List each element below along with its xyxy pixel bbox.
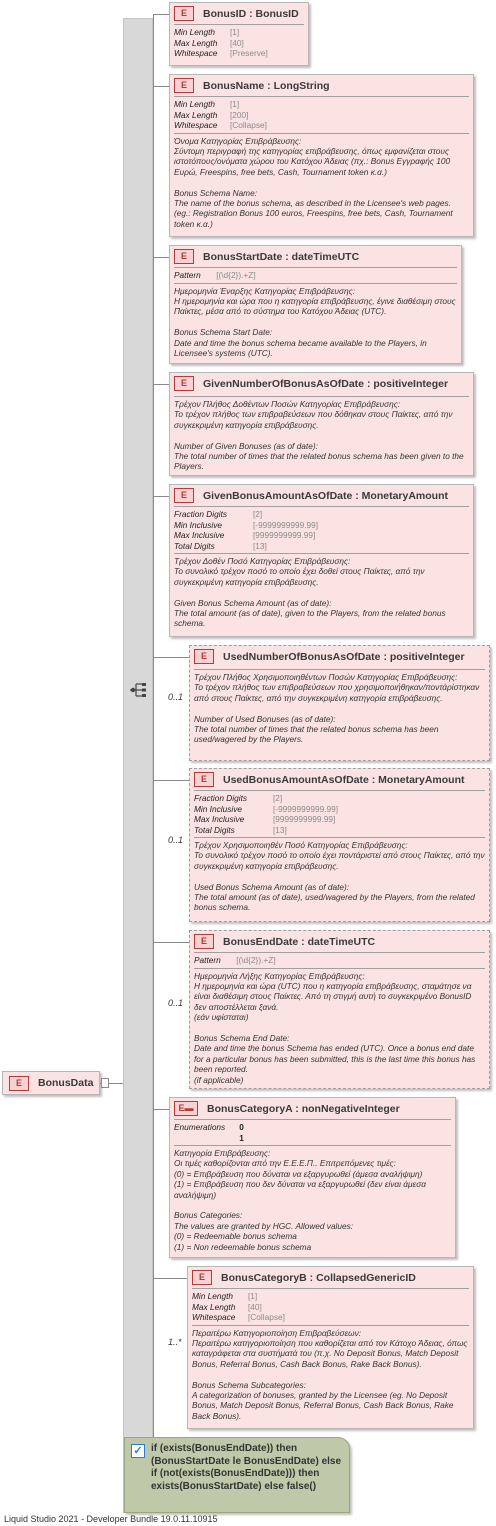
element-box[interactable] [169,2,309,66]
element-documentation: Ημερομηνία Λήξης Κατηγορίας Επιβράβευσης: Η ημερομηνία και ώρα (UTC) που η κατηγορία επιβράβευσης, σταμάτησε να είναι διαθέσιμη στους Παίκτες. Από τη στιγμή αυτή το συγκεκριμένο BonusID δεν αποστέλλεται ξανά. (εάν υφίσταται) Bonus Schema End Date: Date and time the bonus Schema has ended (UTC). Once a bonus end date for a particular bonus has been submitted, this is the last time this bonus has been reported. (if applicable) [194,968,485,1085]
cardinality-label: 0..1 [168,692,184,702]
element-documentation: Τρέχον Δοθέν Ποσό Κατηγορίας Επιβράβευσης: Το συνολικό τρέχον ποσό το οποίο έχει δοθεί στους Παίκτες, από την συγκεκριμένη κατηγορία επιβράβευσης. Given Bonus Schema Amount (as of date): The total amount (as of date), given to the Players, from the related bonus schema. [174,553,469,629]
facet-row [194,825,485,836]
facet-value: 1 [239,1132,244,1143]
element-box[interactable] [169,372,474,476]
enum-element-badge-icon: E▬ [174,1101,198,1116]
facet-row [192,1312,469,1323]
facet-name: Max Inclusive [194,814,245,824]
element-connector [153,657,189,658]
facet-name: Min Length [174,27,216,37]
facet-value: [9999999999.99] [253,530,316,540]
facet-name: Whitespace [192,1312,236,1322]
element-badge-icon: E [192,1270,212,1285]
facet-row [194,814,485,825]
element-box[interactable] [169,74,474,237]
element-title: BonusCategoryA : nonNegativeInteger [207,1102,400,1115]
facet-value: [1] [230,27,240,37]
facet-name: Min Inclusive [194,803,242,814]
facet-name: Pattern [174,270,201,280]
facet-row [192,1291,469,1302]
element-connector [153,780,189,781]
facet-row [192,1302,469,1313]
facet-value: [-9999999999.99] [253,519,319,530]
facet-value: [Collapse] [230,120,267,130]
element-badge-icon: E [194,649,214,664]
assertion-text: if (exists(BonusEndDate)) then (BonusStartDate le BonusEndDate) else if (not(exists(BonusEndDate))) then exists(BonusStartDate) else false() [151,1443,342,1492]
facet-row [174,1122,451,1133]
element-box[interactable] [189,768,490,922]
element-title: BonusStartDate : dateTimeUTC [203,250,360,263]
element-connector [153,14,169,15]
sequence-compositor-icon[interactable] [130,683,148,697]
facet-list [174,506,469,551]
root-element-bonusdata[interactable] [2,1071,100,1095]
element-header [170,1098,455,1119]
facet-name: Enumerations [174,1122,226,1132]
element-box[interactable] [169,1097,456,1258]
element-badge-icon: E [174,78,194,93]
element-box[interactable] [189,930,490,1089]
element-documentation: Περαιτέρω Κατηγοριοποίηση Επιβραβεύσεων: Περαιτέρω κατηγοριοποίηση που καθορίζεται από τον Κάτοχο Άδειας, όπως καταγράφεται στα συστήματά του (π.χ. No Deposit Bonus, Match Deposit Bonus, Referral Bonus, Cash Back Bonus, Rake Back Bonus). Bonus Schema Subcategories: A categorization of bonuses, granted by the Licensee (eg. No Deposit Bonus, Match Deposit Bonus, Referral Bonus, Cash Back Bonus, Rake Back Bonus). [192,1325,469,1422]
facet-name: Max Length [174,37,218,48]
element-badge-icon: E [9,1076,29,1091]
element-badge-icon: E [174,488,194,503]
facet-value: [1] [230,99,240,109]
facet-row [174,1133,451,1144]
element-badge-icon: E [174,249,194,264]
facet-name: Pattern [194,955,221,965]
element-header [190,931,489,952]
facet-row [174,541,469,552]
facet-value: [40] [230,37,244,48]
element-connector [153,1278,187,1279]
facet-name: Whitespace [174,120,218,130]
element-badge-icon: E [174,376,194,391]
facet-value: [(\d{2}).+Z] [236,955,276,965]
element-box[interactable] [169,484,474,637]
element-documentation: Τρέχον Πλήθος Δοθέντων Ποσών Κατηγορίας Επιβράβευσης: Το τρέχον πλήθος των επιβραβεύσεων που δόθηκαν στους Παίκτες, από την συγκεκριμένη κατηγορία επιβράβευσης. Number of Given Bonuses (as of date): The total number of times that the related bonus schema has been given to the Players. [174,396,469,472]
element-documentation: Ημερομηνία Έναρξης Κατηγορίας Επιβράβευσης: Η ημερομηνία και ώρα που η κατηγορία επιβράβευσης, έγινε διαθέσιμη στους Παίκτες, μέσα από το σύστημα του Κατόχου Άδειας (UTC). Bonus Schema Start Date: Date and time the bonus schema became available to the Players, in Licensee's systems (UTC). [174,283,457,359]
facet-value: [Collapse] [248,1312,285,1322]
element-badge-icon: E [174,6,194,21]
facet-row [174,120,469,131]
element-header [188,1267,473,1288]
facet-name: Fraction Digits [174,509,228,519]
facet-value: [1] [248,1291,258,1301]
element-header [170,75,473,96]
facet-value: [13] [273,824,287,835]
element-header [170,485,473,506]
element-title: BonusCategoryB : CollapsedGenericID [221,1271,416,1284]
element-header [190,769,489,790]
connector-trunk [153,14,154,1439]
element-title: BonusEndDate : dateTimeUTC [223,935,376,948]
element-connector [153,86,169,87]
element-documentation: Όνομα Κατηγορίας Επιβράβευσης: Σύντομη περιγραφή της κατηγορίας επιβράβευσης, όπως εμφανίζεται στους ιστοτόπους/ονόματα χώρου του Κατόχου Άδειας (πχ.: Bonus Εγγραφής 100 Ευρώ, Freespins, free bets, Cash, Tournament token κ.α.) Bonus Schema Name: The name of the bonus schema, as described in the Licensee's web pages. (eg.: Registration Bonus 100 euros, Freespins, free bets, Cash, Tournament token κ.α.) [174,133,469,230]
element-documentation: Κατηγορία Επιβράβευσης: Οι τιμές καθορίζονται από την Ε.Ε.Ε.Π.. Επιτρεπόμενες τιμές: (0) = Επιβράβευση που δύναται να εξαργυρωθεί (άμεσα αναλήψιμη) (1) = Επιβράβευση που δεν δύναται να εξαργυρωθεί (δεν είναι άμεσα αναλήψιμη) Bonus Categories: The values are granted by HGC. Allowed values: (0) = Redeemable bonus schema (1) = Non redeemable bonus schema [174,1145,451,1252]
element-connector [153,257,169,258]
facet-name: Min Length [174,99,216,109]
facet-name: Max Length [192,1301,236,1312]
element-header [170,246,461,267]
facet-name: Whitespace [174,48,218,58]
facet-row [174,530,469,541]
facet-row [174,110,469,121]
element-box[interactable] [169,245,462,364]
element-documentation: Τρέχον Χρησιμοποιηθέν Ποσό Κατηγορίας Επιβράβευσης: Το συνολικό τρέχον ποσό το οποίο έχει ποντάριστεί από στους Παίκτες, από την συγκεκριμένη κατηγορία επιβράβευσης. Used Bonus Schema Amount (as of date): The total amount (as of date), used/wagered by the Players, from the related bonus schema. [194,837,485,913]
facet-name [174,1133,239,1144]
element-title: UsedNumberOfBonusAsOfDate : positiveInteger [223,650,465,663]
facet-value: [40] [248,1301,262,1312]
facet-row [174,520,469,531]
checkmark-icon: ✓ [131,1444,145,1458]
facet-value: [(\d{2}).+Z] [216,270,256,280]
facet-row [194,793,485,804]
facet-name: Total Digits [194,824,235,835]
facet-value: [Preserve] [230,48,268,58]
sequence-rail [123,18,153,1513]
element-box[interactable] [187,1266,474,1429]
facet-value: [13] [253,540,267,551]
facet-row [174,48,304,59]
element-header [170,373,473,394]
cardinality-label: 0..1 [168,835,184,845]
element-title: BonusID : BonusID [203,7,299,20]
element-title: GivenNumberOfBonusAsOfDate : positiveInteger [203,377,449,390]
footer-credit: Liquid Studio 2021 - Developer Bundle 19.0.11.10915 [4,1514,218,1524]
assertion-box[interactable] [124,1437,350,1513]
facet-row [194,804,485,815]
element-connector [153,384,169,385]
element-badge-icon: E [194,934,214,949]
facet-row [174,509,469,520]
facet-value: [200] [230,109,249,120]
element-title: BonusName : LongString [203,79,330,92]
facet-value: [9999999999.99] [273,814,336,824]
facet-name: Max Length [174,109,218,120]
element-connector [153,1109,169,1110]
facet-list [174,96,469,131]
facet-row [194,955,485,966]
facet-name: Min Length [192,1291,234,1301]
facet-value: 0 [239,1122,244,1132]
facet-name: Fraction Digits [194,793,248,803]
facet-list [174,267,457,281]
facet-list [174,1119,451,1143]
facet-list [192,1288,469,1323]
facet-name: Min Inclusive [174,519,222,530]
element-connector [153,496,169,497]
element-badge-icon: E [194,772,214,787]
facet-list [194,952,485,966]
facet-row [174,27,304,38]
cardinality-label: 0..1 [168,998,184,1008]
facet-list [174,24,304,59]
facet-name: Total Digits [174,540,215,551]
element-title: GivenBonusAmountAsOfDate : MonetaryAmount [203,489,449,502]
facet-row [174,99,469,110]
expand-toggle-icon[interactable] [101,1078,109,1088]
facet-value: [2] [273,793,283,803]
facet-list [194,790,485,835]
element-header [190,646,489,667]
element-title: UsedBonusAmountAsOfDate : MonetaryAmount [223,773,465,786]
facet-value: [-9999999999.99] [273,803,339,814]
element-connector [153,942,189,943]
element-box[interactable] [189,645,490,761]
facet-row [174,38,304,49]
element-documentation: Τρέχον Πλήθος Χρησιμοποιηθέντων Ποσών Κατηγορίας Επιβράβευσης: Το τρέχον πλήθος των επιβραβεύσεων που χρησιμοποιήθηκαν/ποντάρίστηκαν από στους Παίκτες, από την συγκεκριμένη κατηγορία επιβράβευσης. Number of Used Bonuses (as of date): The total number of times that the related bonus schema has been used/wagered by the Players. [194,669,485,745]
facet-row [174,270,457,281]
root-element-label: BonusData [38,1077,94,1089]
facet-value: [2] [253,509,263,519]
facet-name: Max Inclusive [174,530,225,540]
element-header [170,3,308,24]
cardinality-label: 1..* [168,1337,182,1347]
